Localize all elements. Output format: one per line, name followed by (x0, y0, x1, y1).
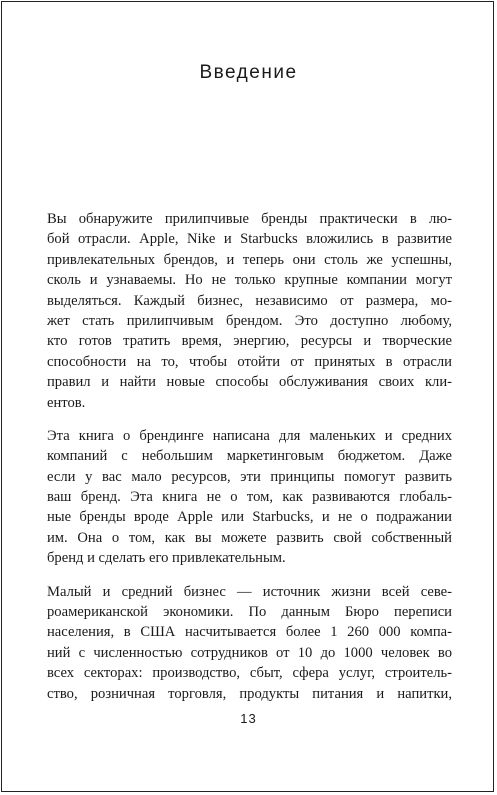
text-line: бой отрасли. Apple, Nike и Starbucks вложились в развитие (47, 231, 452, 248)
text-line: ные бренды вроде Apple или Starbucks, и не о подражании (47, 509, 452, 526)
text-line: компаний с небольшим маркетинговым бюджетом. Даже (47, 448, 452, 465)
paragraph-1 (47, 209, 452, 413)
text-line: Вы обнаружите прилипчивые бренды практически в лю- (47, 211, 452, 227)
text-line: привлекательных брендов, и теперь они столь же успешны, (47, 251, 452, 268)
paragraph-gap (47, 569, 452, 582)
text-line: если у вас мало ресурсов, эти принципы помогут развить (47, 468, 452, 485)
paragraph-3 (47, 582, 452, 704)
paragraph-gap (47, 413, 452, 426)
text-line: им. Она о том, как вы можете развить свой собственный (47, 529, 452, 546)
text-line: кто готов тратить время, энергию, ресурсы и творческие (47, 333, 452, 350)
text-line: сколь и узнаваемы. Но не только крупные компании могут (47, 272, 452, 289)
text-line: ний с численностью сотрудников от 10 до 1000 человек во (47, 644, 452, 661)
text-line: правил и найти новые способы обслуживания своих кли- (47, 374, 452, 391)
text-line: всех секторах: производство, сбыт, сфера услуг, строитель- (47, 665, 452, 682)
text-line: Эта книга о брендинге написана для маленьких и средних (47, 427, 452, 444)
page-number: 13 (240, 711, 257, 726)
text-line: Малый и средний бизнес — источник жизни всей севе- (47, 583, 452, 600)
text-line: ство, розничная торговля, продукты питания и напитки, (47, 685, 452, 702)
text-line: бренд и сделать его привлекательным. (47, 550, 286, 567)
text-line: жет стать прилипчивым брендом. Это доступно любому, (47, 312, 452, 329)
text-line: способности на то, чтобы отойти от принятых в отрасли (47, 353, 452, 370)
chapter-title: Введение (199, 62, 298, 83)
text-line: ентов. (47, 394, 86, 411)
body-text (47, 209, 452, 704)
paragraph-2 (47, 426, 452, 569)
text-line: выделяться. Каждый бизнес, независимо от размера, мо- (47, 292, 452, 309)
text-line: ваш бренд. Эта книга не о том, как развиваются глобаль- (47, 489, 452, 506)
text-line: роамериканской экономики. По данным Бюро переписи (47, 604, 452, 621)
text-line: населения, в США насчитывается более 1 260 000 компа- (47, 624, 452, 641)
